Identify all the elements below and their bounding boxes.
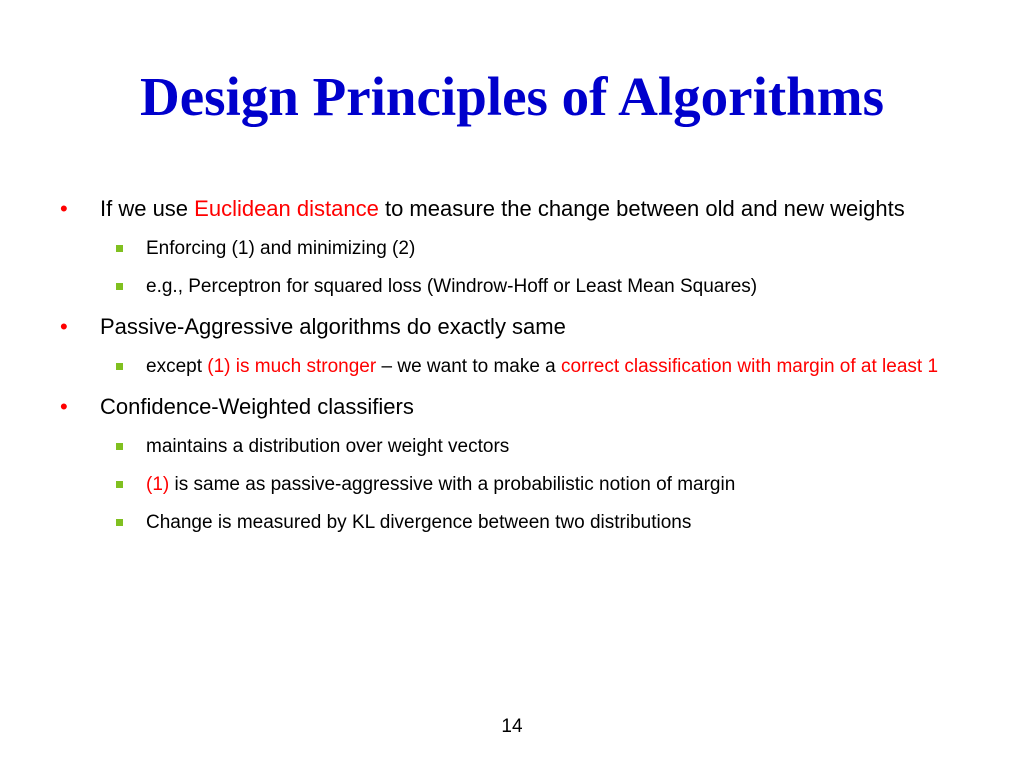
bullet-dot-icon: •: [60, 196, 68, 221]
bullet-text: Confidence-Weighted classifiers: [100, 394, 414, 419]
sub-bullet-perceptron: [58, 270, 958, 304]
sub-bullet-maintains: [58, 430, 958, 464]
square-bullet-icon: [116, 283, 123, 290]
square-bullet-icon: [116, 363, 123, 370]
sub-bullet-text: Enforcing (1) and minimizing (2): [146, 238, 416, 259]
square-bullet-icon: [116, 481, 123, 488]
highlight-much-stronger: (1) is much stronger: [207, 356, 377, 377]
bullet-list: [58, 186, 958, 540]
square-bullet-icon: [116, 245, 123, 252]
sub-bullet-except: [58, 350, 958, 384]
sub-bullet-enforcing: [58, 232, 958, 266]
square-bullet-icon: [116, 519, 123, 526]
sub-bullet-text-pre: except: [146, 356, 208, 377]
sub-bullet-text: maintains a distribution over weight vectors: [146, 436, 510, 457]
bullet-confidence-weighted: [58, 388, 958, 426]
sub-bullet-text: Change is measured by KL divergence between two distributions: [146, 512, 692, 533]
sub-bullet-text-post: is same as passive-aggressive with a probabilistic notion of margin: [169, 474, 736, 495]
highlight-euclidean-distance: Euclidean distance: [194, 196, 379, 221]
bullet-dot-icon: •: [60, 314, 68, 339]
sub-bullet-kl-divergence: [58, 506, 958, 540]
highlight-constraint-1: (1): [146, 474, 170, 495]
bullet-dot-icon: •: [60, 394, 68, 419]
bullet-text-post: to measure the change between old and new weights: [378, 196, 905, 221]
slide-title: Design Principles of Algorithms: [139, 66, 884, 127]
sub-bullet-text: e.g., Perceptron for squared loss (Windrow-Hoff or Least Mean Squares): [146, 276, 758, 297]
highlight-correct-classification: correct classification with margin of at least 1: [561, 356, 939, 377]
sub-bullet-same-as-pa: [58, 468, 958, 502]
bullet-text-pre: If we use: [100, 196, 195, 221]
square-bullet-icon: [116, 443, 123, 450]
bullet-text: Passive-Aggressive algorithms do exactly same: [100, 314, 566, 339]
bullet-euclidean: [58, 190, 958, 228]
bullet-passive-aggressive: [58, 308, 958, 346]
page-number: 14: [501, 716, 523, 737]
sub-bullet-text-mid: – we want to make a: [376, 356, 562, 377]
